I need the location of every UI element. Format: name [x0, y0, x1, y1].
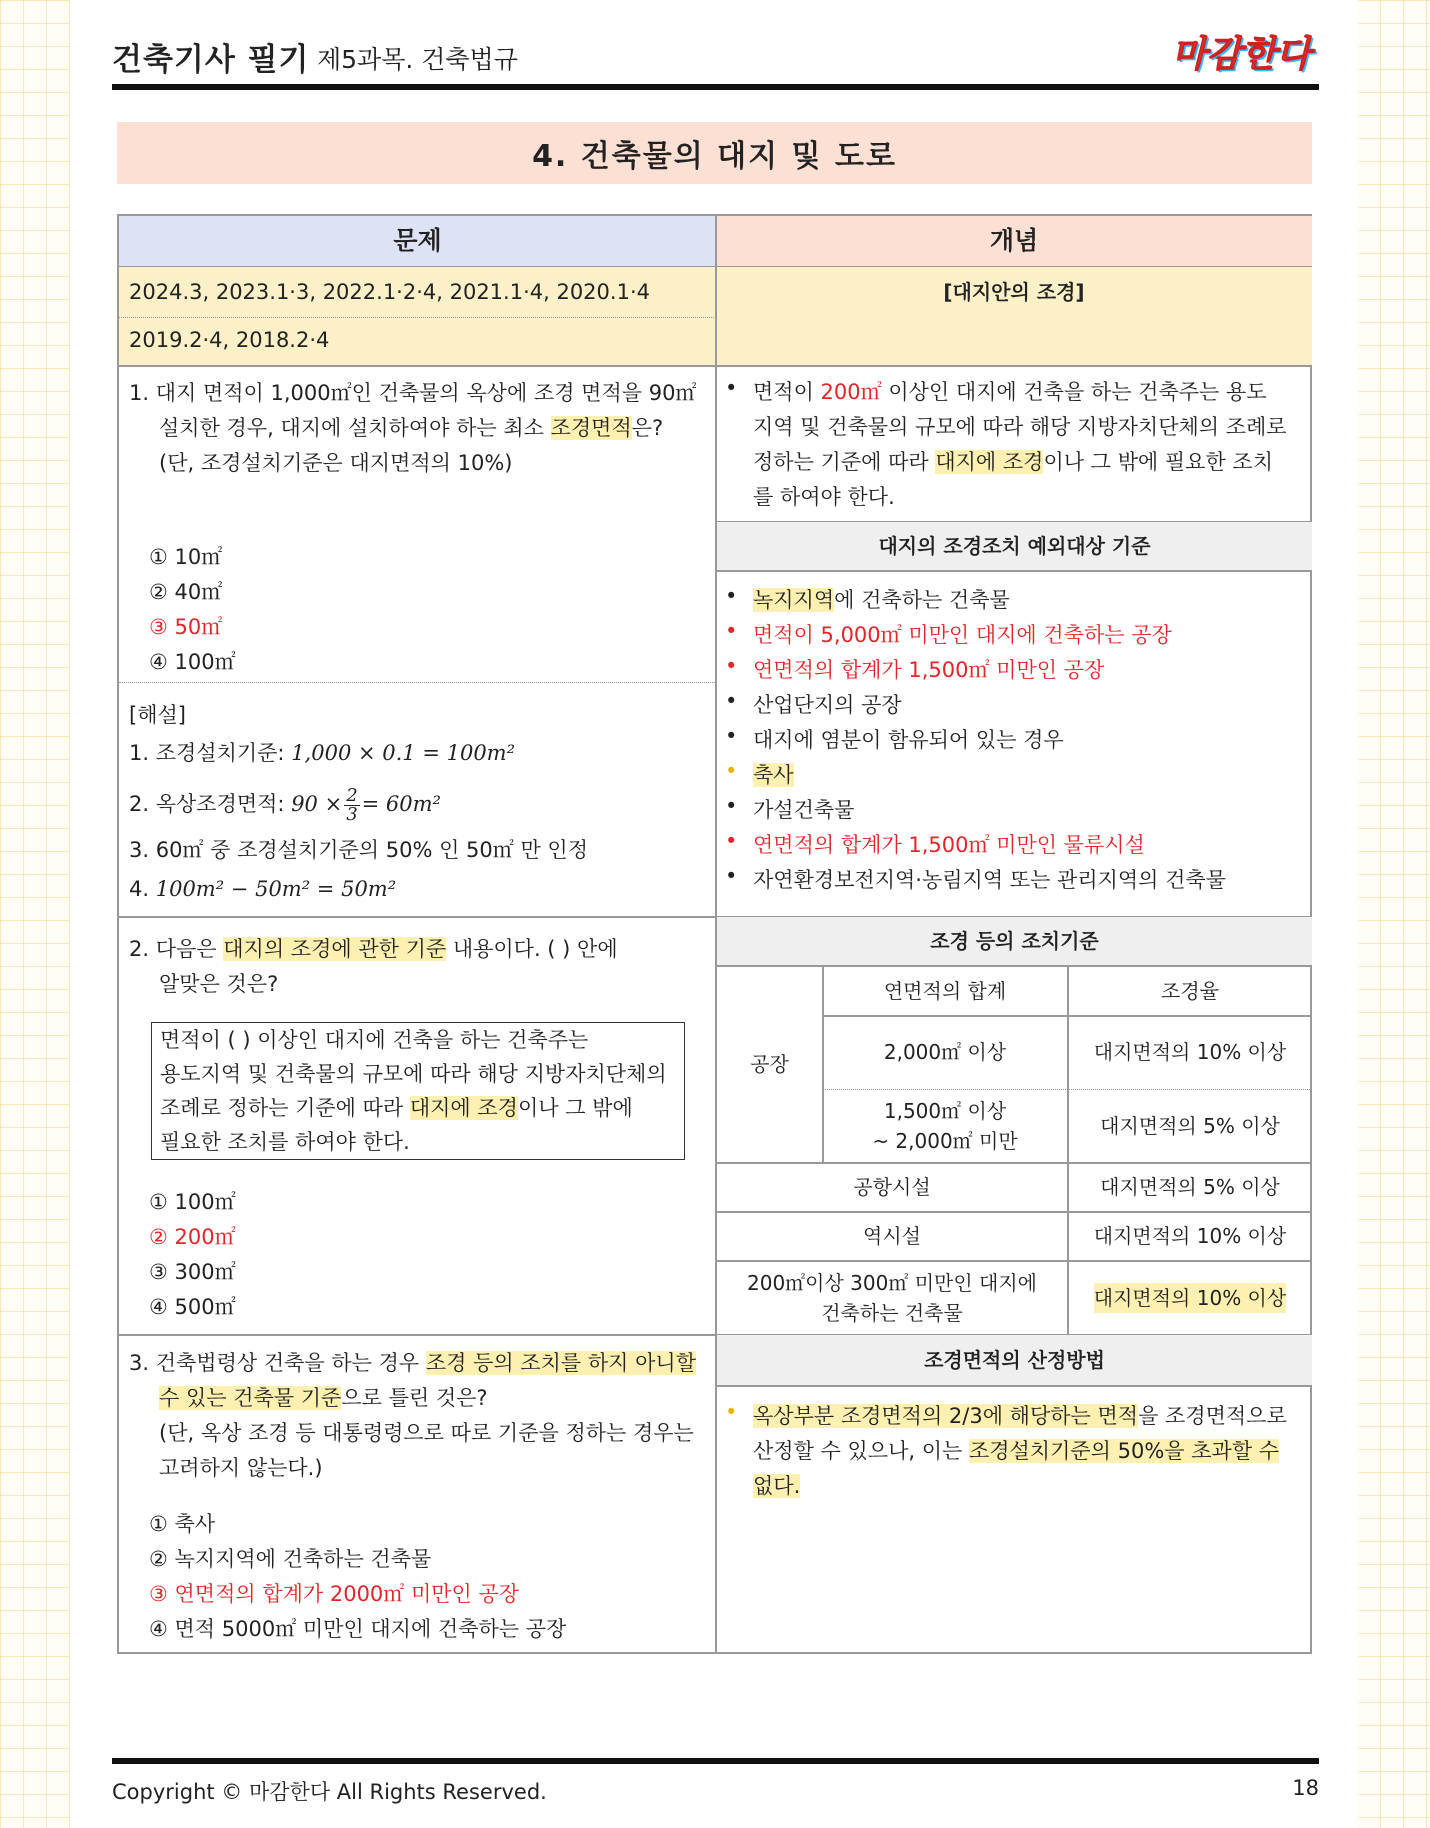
criteria-rate-value-highlight: 대지면적의 10% 이상: [1068, 1261, 1312, 1334]
q3-condition: 고려하지 않는다.): [159, 1456, 323, 1480]
criteria-rate-value: 대지면적의 5% 이상: [1100, 1114, 1280, 1138]
concept-title-cell: [716, 267, 1312, 365]
page-header: [112, 28, 1319, 88]
q3-option-2: ② 녹지지역에 건축하는 건축물: [149, 1547, 432, 1571]
exempt-item: • 산업단지의 공장: [725, 689, 902, 717]
book-title: 건축기사 필기: [112, 42, 310, 78]
exempt-item: • 녹지지역에 건축하는 건축물: [725, 584, 1010, 612]
exempt-item: • 자연환경보전지역·농림지역 또는 관리지역의 건축물: [725, 864, 1226, 892]
q3-option-4: ④ 면적 5000㎡ 미만인 대지에 건축하는 공장: [149, 1617, 567, 1641]
q2-box-line: 조례로 정하는 기준에 따라 대지에 조경이나 그 밖에: [160, 1096, 633, 1120]
content-table: [117, 214, 1312, 1654]
q2-option-3: ③ 300㎡: [149, 1260, 236, 1284]
copyright: Copyright © 마감한다 All Rights Reserved.: [112, 1780, 547, 1804]
brand-logo: 마감한다: [1171, 34, 1311, 75]
q2-option-1: ① 100㎡: [149, 1190, 236, 1214]
concept-column-header: 개념: [716, 216, 1312, 266]
criteria-col-area: 연면적의 합계: [883, 978, 1007, 1003]
exempt-item: • 면적이 5,000㎡ 미만인 대지에 건축하는 공장: [725, 619, 1172, 647]
q2-box-line: 필요한 조치를 하여야 한다.: [160, 1130, 410, 1154]
q1-explain-step-2: 2. 옥상조경면적: 90 × $\frac{2}{3}$ = 60m²: [129, 784, 441, 825]
q2-box-line: 용도지역 및 건축물의 규모에 따라 해당 지방자치단체의: [160, 1062, 667, 1086]
page-number: 18: [1292, 1776, 1319, 1800]
q1-stem-line: 1. 대지 면적이 1,000㎡인 건축물의 옥상에 조경 면적을 90㎡: [129, 381, 697, 405]
criteria-heading: 조경 등의 조치기준: [717, 917, 1312, 965]
exempt-item: • 연면적의 합계가 1,500㎡ 미만인 공장: [725, 654, 1105, 682]
footer-rule: [112, 1758, 1319, 1764]
criteria-station: 역시설: [863, 1224, 921, 1248]
q3-stem-line: 3. 건축법령상 건축을 하는 경우 조경 등의 조치를 하지 아니할: [129, 1351, 696, 1375]
exempt-item: • 가설건축물: [725, 794, 855, 822]
q2-option-2-answer: ② 200㎡: [149, 1225, 236, 1249]
q2-stem-line: 2. 다음은 대지의 조경에 관한 기준 내용이다. ( ) 안에: [129, 937, 618, 961]
concept-title: [대지안의 조경]: [943, 280, 1085, 304]
criteria-factory-label: 공장: [750, 1052, 789, 1076]
concept-line: 정하는 기준에 따라 대지에 조경이나 그 밖에 필요한 조치: [753, 450, 1273, 474]
q1-option-4: ④ 100㎡: [149, 650, 236, 674]
q1-option-1: ① 10㎡: [149, 545, 223, 569]
exam-years-cell: [119, 267, 716, 365]
q2-quote-box: [151, 1022, 685, 1160]
q1-condition: (단, 조경설치기준은 대지면적의 10%): [159, 451, 513, 475]
q3-option-3-answer: ③ 연면적의 합계가 2000㎡ 미만인 공장: [149, 1582, 520, 1606]
q1-explain-label: [해설]: [129, 703, 186, 727]
criteria-col-rate: 조경율: [1161, 978, 1219, 1003]
q1-explain-step-3: 3. 60㎡ 중 조경설치기준의 50% 인 50㎡ 만 인정: [129, 838, 588, 862]
calc-line: 산정할 수 있으나, 이는 조경설치기준의 50%을 초과할 수: [753, 1439, 1280, 1463]
q3-condition: (단, 옥상 조경 등 대통령령으로 따로 기준을 정하는 경우는: [159, 1421, 694, 1445]
exam-years-line: 2024.3, 2023.1·3, 2022.1·2·4, 2021.1·4, 2020.1·4: [129, 280, 650, 304]
exempt-item: • 축사: [725, 759, 794, 787]
criteria-small-site: 200㎡이상 300㎡ 미만인 대지에 건축하는 건축물: [747, 1270, 1037, 1325]
concept-line: 를 하여야 한다.: [753, 485, 895, 509]
criteria-rate-value: 대지면적의 10% 이상: [1093, 1040, 1287, 1064]
section-title: 4. 건축물의 대지 및 도로: [117, 122, 1312, 184]
q1-stem-line: 설치한 경우, 대지에 설치하여야 하는 최소 조경면적은?: [159, 416, 664, 440]
calc-heading: 조경면적의 산정방법: [717, 1335, 1312, 1385]
exam-years-line: 2019.2·4, 2018.2·4: [129, 328, 330, 352]
calc-line: 없다.: [753, 1474, 801, 1498]
exempt-item: • 대지에 염분이 함유되어 있는 경우: [725, 724, 1064, 752]
criteria-airport: 공항시설: [853, 1175, 931, 1199]
criteria-area-value: 1,500㎡ 이상 ~ 2,000㎡ 미만: [872, 1099, 1018, 1153]
exempt-heading: 대지의 조경조치 예외대상 기준: [717, 522, 1312, 570]
concept-bullet: • 면적이 200㎡ 이상인 대지에 건축을 하는 건축주는 용도: [725, 376, 1267, 404]
q3-option-1: ① 축사: [149, 1512, 216, 1536]
concept-line: 지역 및 건축물의 규모에 따라 해당 지방자치단체의 조례로: [753, 415, 1287, 439]
chapter-subtitle: 제5과목. 건축법규: [317, 45, 518, 74]
q1-explain-step-1: 1. 조경설치기준: 1,000 × 0.1 = 100m²: [129, 741, 516, 765]
q3-stem-line: 수 있는 건축물 기준으로 틀린 것은?: [159, 1386, 488, 1410]
exempt-item: • 연면적의 합계가 1,500㎡ 미만인 물류시설: [725, 829, 1145, 857]
header-rule: [112, 84, 1319, 90]
q1-option-2: ② 40㎡: [149, 580, 223, 604]
q2-option-4: ④ 500㎡: [149, 1295, 236, 1319]
criteria-rate-value: 대지면적의 5% 이상: [1100, 1175, 1280, 1199]
q1-option-3-answer: ③ 50㎡: [149, 615, 223, 639]
q2-stem-line: 알맞은 것은?: [159, 972, 279, 996]
problem-column-header: 문제: [119, 216, 716, 266]
calc-line: • 옥상부분 조경면적의 2/3에 해당하는 면적을 조경면적으로: [725, 1400, 1287, 1428]
q2-box-line: 면적이 ( ) 이상인 대지에 건축을 하는 건축주는: [160, 1028, 589, 1052]
criteria-rate-value: 대지면적의 10% 이상: [1093, 1224, 1287, 1248]
q1-explain-step-4: 4. 100m² − 50m² = 50m²: [129, 877, 397, 901]
criteria-area-value: 2,000㎡ 이상: [883, 1040, 1007, 1064]
